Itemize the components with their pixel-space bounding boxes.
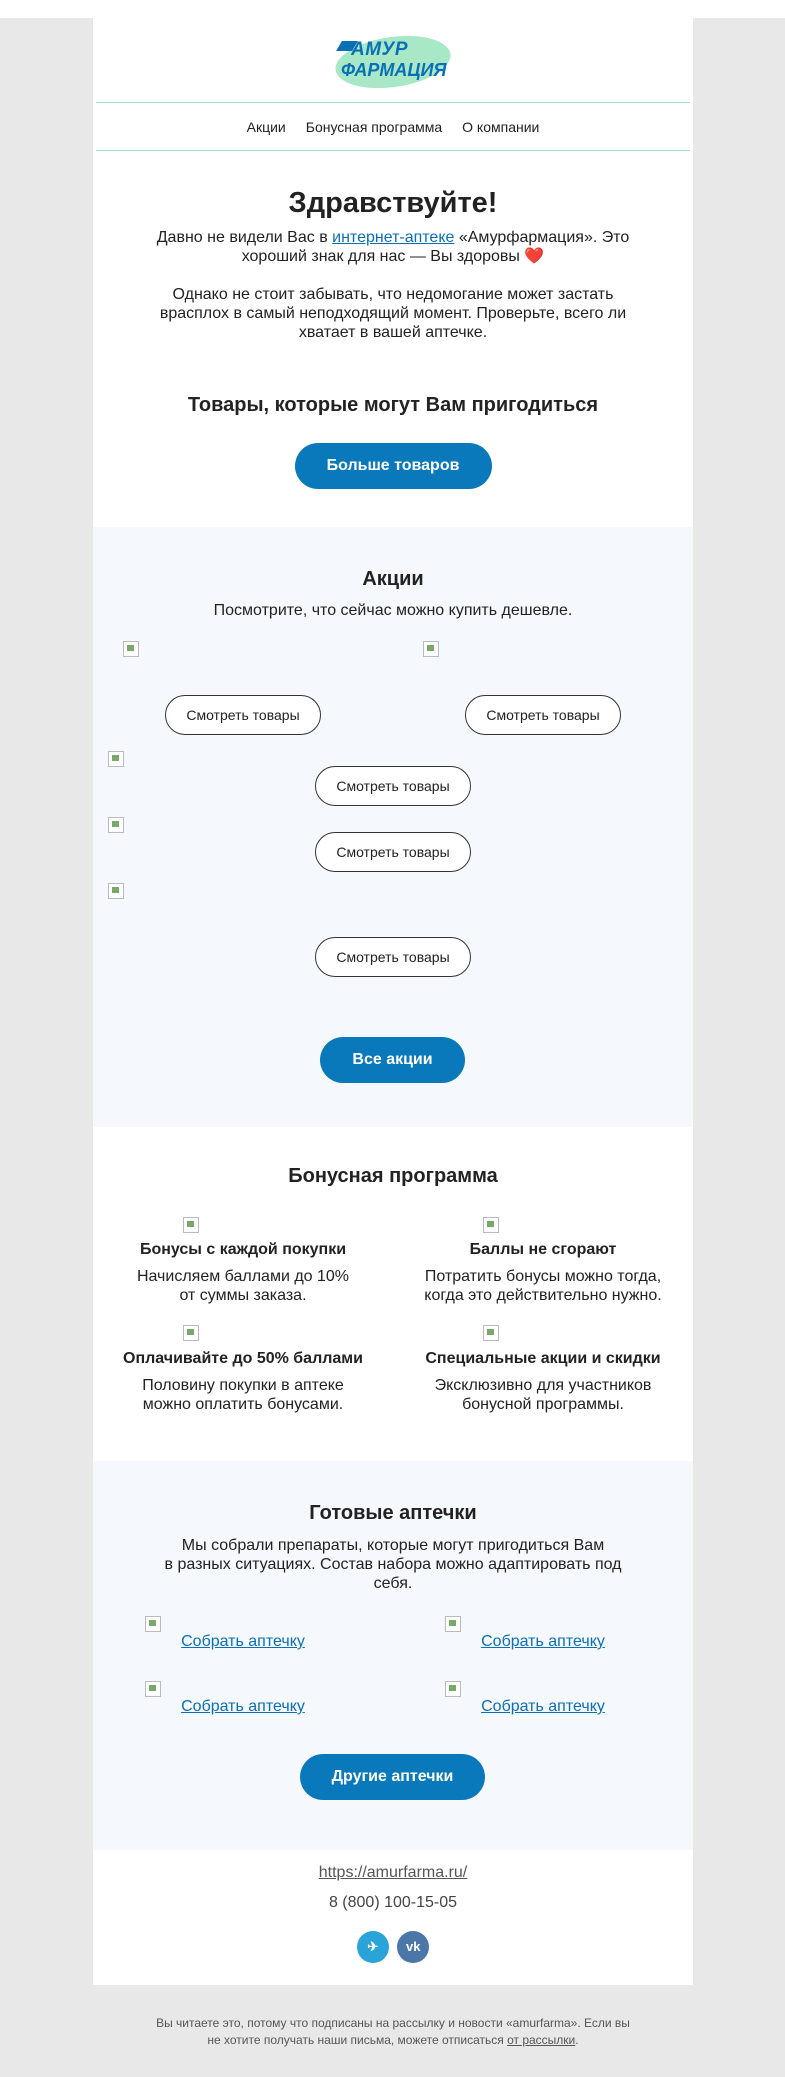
brand-logo[interactable] bbox=[333, 29, 453, 91]
view-products-button[interactable]: Смотреть товары bbox=[315, 832, 471, 872]
kit-image-2[interactable] bbox=[445, 1616, 461, 1632]
kits-text-line: в разных ситуациях. Состав набора можно адаптировать под bbox=[164, 1556, 622, 1573]
vk-icon[interactable]: vk bbox=[397, 1931, 429, 1963]
build-kit-link[interactable]: Собрать аптечку bbox=[481, 1698, 605, 1715]
kits-text-line: Мы собрали препараты, которые могут пригодиться Вам bbox=[181, 1537, 605, 1554]
kits-title: Готовые аптечки bbox=[309, 1502, 477, 1524]
unsubscribe-link[interactable]: от рассылки bbox=[507, 2033, 576, 2047]
build-kit-link[interactable]: Собрать аптечку bbox=[181, 1698, 305, 1715]
top-nav bbox=[93, 103, 693, 150]
contacts-section bbox=[93, 1850, 693, 1985]
bonus-item-text bbox=[393, 1376, 693, 1414]
greeting-text-1 bbox=[93, 228, 693, 266]
phone-number[interactable]: 8 (800) 100-15-05 bbox=[328, 1894, 458, 1911]
nav-item-bonus[interactable]: Бонусная программа bbox=[305, 118, 443, 135]
bonus-text-line: Эксклюзивно для участников bbox=[434, 1377, 652, 1394]
promo-image-5[interactable] bbox=[108, 883, 124, 899]
bonus-text-line: от суммы заказа. bbox=[179, 1287, 307, 1304]
bonus-icon-1 bbox=[183, 1217, 199, 1233]
promo-image-3[interactable] bbox=[108, 751, 124, 767]
bonus-item-text bbox=[93, 1376, 393, 1414]
email-card bbox=[93, 18, 693, 1985]
build-kit-link[interactable]: Собрать аптечку bbox=[481, 1633, 605, 1650]
greeting-text-2 bbox=[93, 285, 693, 342]
footer-text: не хотите получать наши письма, можете отписаться bbox=[207, 2033, 508, 2047]
bonus-item-text bbox=[393, 1267, 693, 1305]
products-section bbox=[93, 342, 693, 511]
kits-section bbox=[93, 1461, 693, 1850]
other-kits-button[interactable]: Другие аптечки bbox=[300, 1754, 485, 1800]
promo-image-2[interactable] bbox=[423, 641, 439, 657]
footer-text: . bbox=[575, 2033, 579, 2047]
footer-text: Вы читаете это, потому что подписаны на рассылку и новости «amurfarma». Если вы bbox=[156, 2016, 630, 2030]
bonus-item-title: Оплачивайте до 50% баллами bbox=[123, 1350, 363, 1367]
promo-image-4[interactable] bbox=[108, 817, 124, 833]
greeting-text-part: «Амурфармация». Это bbox=[454, 229, 630, 246]
kits-description bbox=[93, 1536, 693, 1593]
bonus-item bbox=[93, 1350, 393, 1414]
build-kit-link[interactable]: Собрать аптечку bbox=[181, 1633, 305, 1650]
greeting-text-part: хватает в вашей аптечке. bbox=[298, 324, 488, 341]
kit-image-3[interactable] bbox=[145, 1681, 161, 1697]
greeting-text-part: хороший знак для нас — Вы здоровы bbox=[241, 248, 525, 265]
bonus-icon-3 bbox=[183, 1325, 199, 1341]
greeting-text-part: Однако не стоит забывать, что недомогание может застать bbox=[172, 286, 614, 303]
promos-section bbox=[93, 527, 693, 1127]
bonus-text-line: бонусной программы. bbox=[462, 1396, 624, 1413]
bonus-item-title: Бонусы с каждой покупки bbox=[139, 1241, 347, 1258]
greeting-text-part: Давно не видели Вас в bbox=[156, 229, 333, 246]
view-products-button[interactable]: Смотреть товары bbox=[165, 695, 321, 735]
logo-line1: АМУР bbox=[351, 39, 409, 60]
more-products-button[interactable]: Больше товаров bbox=[295, 443, 492, 489]
bonus-icon-4 bbox=[483, 1325, 499, 1341]
promo-image-1[interactable] bbox=[123, 641, 139, 657]
footer bbox=[93, 2015, 693, 2049]
bonus-title: Бонусная программа bbox=[288, 1165, 498, 1187]
kits-text-line: себя. bbox=[373, 1575, 413, 1592]
heart-icon: ❤️ bbox=[524, 248, 545, 265]
greeting-text-part: врасплох в самый неподходящий момент. Проверьте, всего ли bbox=[159, 305, 627, 322]
pharmacy-link[interactable]: интернет-аптеке bbox=[332, 229, 455, 246]
all-promos-button[interactable]: Все акции bbox=[320, 1037, 465, 1083]
bonus-item-title: Баллы не сгорают bbox=[469, 1241, 617, 1258]
site-link[interactable]: https://amurfarma.ru/ bbox=[318, 1864, 468, 1881]
bonus-item-text bbox=[93, 1267, 393, 1305]
telegram-icon[interactable]: ✈ bbox=[357, 1931, 389, 1963]
bonus-section bbox=[93, 1127, 693, 1461]
bonus-text-line: когда это действительно нужно. bbox=[424, 1287, 662, 1304]
bonus-item bbox=[393, 1241, 693, 1305]
bonus-text-line: Начисляем баллами до 10% bbox=[136, 1268, 350, 1285]
nav-item-about[interactable]: О компании bbox=[462, 118, 540, 135]
bonus-text-line: можно оплатить бонусами. bbox=[142, 1396, 344, 1413]
kit-image-4[interactable] bbox=[445, 1681, 461, 1697]
nav-item-promos[interactable]: Акции bbox=[246, 118, 286, 135]
view-products-button[interactable]: Смотреть товары bbox=[465, 695, 621, 735]
header bbox=[93, 18, 693, 102]
view-products-button[interactable]: Смотреть товары bbox=[315, 937, 471, 977]
bonus-item bbox=[393, 1350, 693, 1414]
bonus-icon-2 bbox=[483, 1217, 499, 1233]
greeting-section bbox=[93, 151, 693, 342]
greeting-title: Здравствуйте! bbox=[288, 187, 498, 219]
view-products-button[interactable]: Смотреть товары bbox=[315, 766, 471, 806]
bonus-text-line: Половину покупки в аптеке bbox=[142, 1377, 344, 1394]
promos-subtitle: Посмотрите, что сейчас можно купить дешевле. bbox=[213, 602, 573, 619]
promos-title: Акции bbox=[362, 568, 424, 590]
bonus-item bbox=[93, 1241, 393, 1305]
logo-line2: ФАРМАЦИЯ bbox=[341, 60, 447, 80]
kit-image-1[interactable] bbox=[145, 1616, 161, 1632]
bonus-text-line: Потратить бонусы можно тогда, bbox=[424, 1268, 662, 1285]
products-title: Товары, которые могут Вам пригодиться bbox=[187, 394, 599, 416]
top-strip bbox=[0, 0, 785, 18]
bonus-item-title: Специальные акции и скидки bbox=[425, 1350, 661, 1367]
